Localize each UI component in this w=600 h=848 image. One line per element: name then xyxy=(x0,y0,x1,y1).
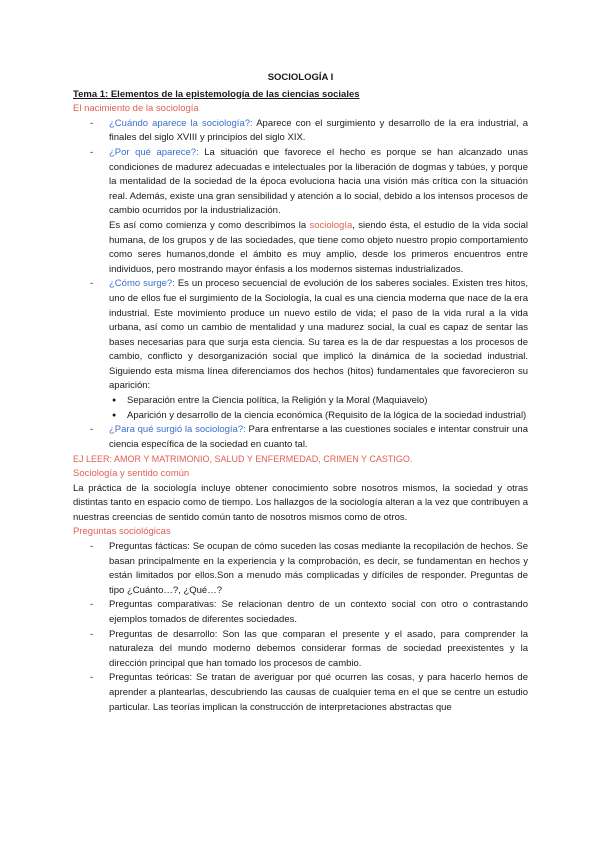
section-heading-sentido-comun: Sociología y sentido común xyxy=(73,468,190,480)
section-heading-preguntas: Preguntas sociológicas xyxy=(73,526,171,538)
answer-paragraph xyxy=(109,219,528,277)
question-label: ¿Cuándo aparece la sociología?: xyxy=(109,117,253,129)
section-heading-nacimiento: El nacimiento de la sociología xyxy=(73,103,199,115)
list-item: - Preguntas comparativas: Se relacionan dentro de un contexto social con otro o contrastando ejemplos tomados de diferentes sociedades. xyxy=(73,598,528,627)
answer-text: La situación que favorece el hecho es porque se han alcanzado unas condiciones de madurez adecuadas e intelectuales por la liberación de dogmas y tabúes, y porque la mentalidad de la sociedad de la época evoluciona hacia una visión más crítica con la situación real. Además, existe una gran sensibilidad y atención a lo social, debido a los intensos procesos de cambio ocurridos por la industrialización. xyxy=(109,146,528,217)
document-title: SOCIOLOGÍA I xyxy=(267,72,334,83)
list-item xyxy=(73,117,528,146)
list-item: - Preguntas de desarrollo: Son las que comparan el presente y el asado, para comprender la naturaleza del mundo moderno debemos considerar formas de sociedad preexistentes y la dirección principal que han tomado los procesos de cambio. xyxy=(73,628,528,672)
document-body xyxy=(73,71,528,715)
highlighted-term: sociología xyxy=(309,219,353,231)
list-item: - Preguntas fácticas: Se ocupan de cómo suceden las cosas mediante la recopilación de hechos. Se basan principalmente en la experiencia y la comprobación, es decir, se fundamentan en hechos y están limitados por ellos.Son a menudo más complicadas y difíciles de responder. Preguntas de tipo ¿Cuánto…?, ¿Qué…? xyxy=(73,540,528,598)
answer-text: Es un proceso secuencial de evolución de los saberes sociales. Existen tres hitos, uno de ellos fue el surgimiento de la Sociología, la cual es una ciencia moderna que nace de la era industrial. Este movimiento produce un nuevo estilo de vida; el paso de la vida rural a la vida urbana, así como un cambio de mentalidad y una madurez social, la cual es capaz de sentar las bases necesarias para que surja esta ciencia. Su tarea es la de dar respuestas a los procesos de cambio, conflicto y desorganización social que implicó la dinámica de la sociedad industrial. Siguiendo esta misma línea diferenciamos dos hechos (hitos) fundamentales que favorecieron su aparición: xyxy=(109,278,528,392)
list-item xyxy=(73,277,528,423)
bullet-list xyxy=(109,394,528,423)
question-list xyxy=(73,117,528,453)
list-item: - Preguntas teóricas: Se tratan de averiguar por qué ocurren las cosas, y para hacerlo hemos de aprender a plantearlas, descubriendo las causas de cualquier tema en el que se centre un estudio particular. Las teorías implican la construcción de interpretaciones abstractas que xyxy=(73,671,528,715)
answer-text: Aparece con el surgimiento y desarrollo de la era industrial, a finales del siglo XVIII y principios del siglo XIX. xyxy=(109,117,528,144)
question-label: ¿Cómo surge?: xyxy=(109,278,175,290)
text-run: Es así como comienza y como describimos la xyxy=(109,219,310,231)
question-label: ¿Por qué aparece?: xyxy=(109,146,199,158)
text-run: , siendo ésta, el estudio de la vida social humana, de los grupos y de las sociedades, que tiene como objeto nuestro propio comportamiento como seres humanos,donde el ámbito es muy amplio, desde los primeros encuentros entre individuos, pero mostrando mayor énfasis a los modernos sistemas industrializados. xyxy=(109,219,528,275)
question-label: ¿Para qué surgió la sociología?: xyxy=(109,424,246,436)
reading-exercise-note: EJ LEER: AMOR Y MATRIMONIO, SALUD Y ENFERMEDAD, CRIMEN Y CASTIGO. xyxy=(73,454,413,465)
bullet-item: ● Separación entre la Ciencia política, la Religión y la Moral (Maquiavelo) xyxy=(109,394,528,409)
sociological-questions-list xyxy=(73,540,528,715)
list-item xyxy=(73,146,528,277)
body-paragraph: La práctica de la sociología incluye obtener conocimiento sobre nosotros mismos, la sociedad y otras distintas tanto en espacio como de tiempo. Los hallazgos de la sociología alteran a la vez que contribuyen a nuestras creencias de sentido común tanto de nosotros mismos como de otros. xyxy=(73,482,528,523)
topic-heading: Tema 1: Elementos de la epistemología de las ciencias sociales xyxy=(73,88,360,100)
answer-text: Para enfrentarse a las cuestiones sociales e intentar construir una ciencia específica de la sociedad en cuanto tal. xyxy=(109,424,528,450)
list-item xyxy=(73,423,528,452)
bullet-item: ● Aparición y desarrollo de la ciencia económica (Requisito de la lógica de la sociedad industrial) xyxy=(109,409,528,424)
